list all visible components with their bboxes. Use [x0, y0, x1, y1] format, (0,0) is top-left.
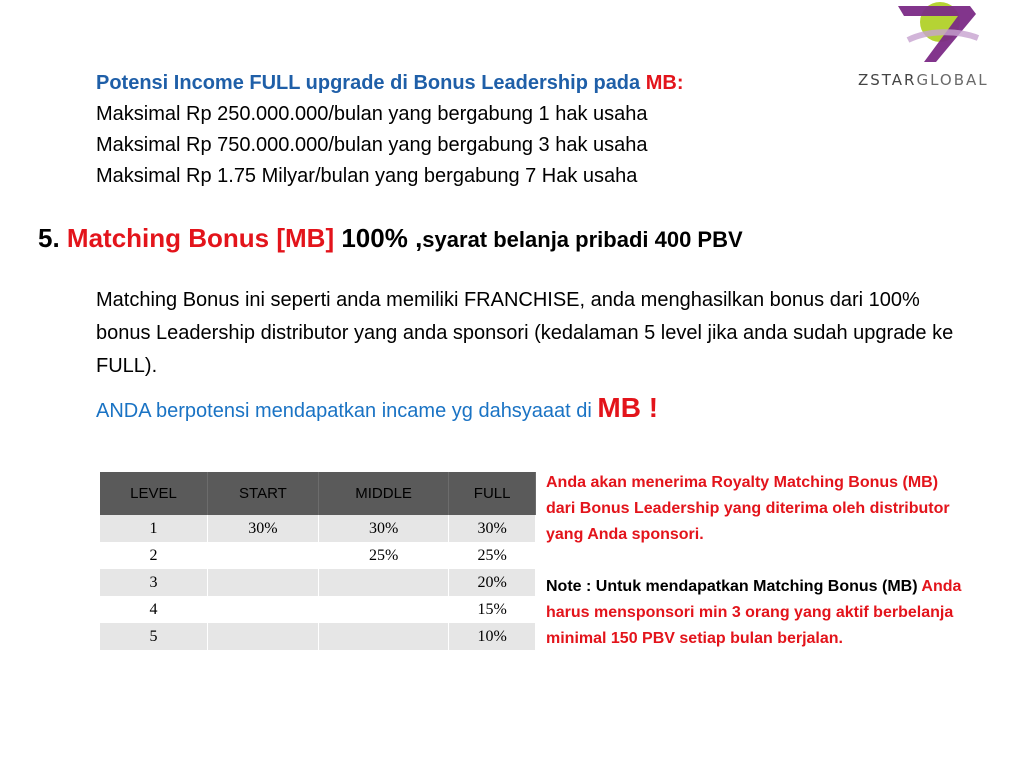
matching-bonus-table: [100, 472, 536, 650]
header-level: LEVEL: [100, 472, 207, 515]
matching-bonus-description: Matching Bonus ini seperti anda memiliki FRANCHISE, anda menghasilkan bonus dari 100% bonus Leadership distributor yang anda sponsori (kedalaman 5 level jika anda sudah upgrade ke FULL).: [96, 289, 954, 377]
section-percent: 100% ,: [341, 223, 423, 253]
table-row: [100, 542, 536, 569]
callout-mb: MB !: [597, 392, 659, 423]
table-row: [100, 569, 536, 596]
section-title: [38, 223, 743, 254]
income-line: Maksimal Rp 250.000.000/bulan yang bergabung 1 hak usaha: [96, 103, 648, 125]
table-cell: 30%: [318, 515, 448, 542]
table-cell: 2: [100, 542, 207, 569]
royalty-notes: [546, 470, 966, 652]
section-condition: syarat belanja pribadi 400 PBV: [422, 227, 743, 252]
table-cell: 25%: [449, 542, 536, 569]
header-start: START: [207, 472, 318, 515]
table-cell: 20%: [449, 569, 536, 596]
table-cell: 30%: [207, 515, 318, 542]
table-cell: [207, 596, 318, 623]
table-cell: 15%: [449, 596, 536, 623]
table-row: [100, 596, 536, 623]
table-cell: [207, 542, 318, 569]
requirement-note-red: Anda harus mensponsori min 3 orang yang aktif berbelanja minimal 150 PBV setiap bulan berjalan.: [546, 578, 962, 647]
header-full: FULL: [449, 472, 536, 515]
header-middle: MIDDLE: [318, 472, 448, 515]
income-potential-heading-mb: MB:: [645, 72, 684, 94]
requirement-note: [546, 574, 966, 652]
income-potential-block: [96, 68, 796, 192]
callout-text: ANDA berpotensi mendapatkan incame yg dahsyaaat di: [96, 400, 592, 422]
table-cell: [207, 623, 318, 650]
table-cell: 1: [100, 515, 207, 542]
table-row: [100, 623, 536, 650]
table-cell: [318, 569, 448, 596]
section-number: 5.: [38, 223, 60, 253]
section-title-text: Matching Bonus [MB]: [66, 223, 335, 253]
table-cell: 10%: [449, 623, 536, 650]
table-cell: 3: [100, 569, 207, 596]
royalty-note: Anda akan menerima Royalty Matching Bonus (MB) dari Bonus Leadership yang diterima oleh distributor yang Anda sponsori.: [546, 474, 950, 543]
zstar-global-logo-icon: [878, 0, 988, 70]
logo-text-accent: GLOBAL: [916, 71, 989, 89]
table-cell: 30%: [449, 515, 536, 542]
income-line: Maksimal Rp 1.75 Milyar/bulan yang bergabung 7 Hak usaha: [96, 165, 638, 187]
table-cell: [318, 596, 448, 623]
table-cell: 25%: [318, 542, 448, 569]
income-potential-heading: [96, 68, 796, 99]
table-cell: [318, 623, 448, 650]
income-potential-heading-text: Potensi Income FULL upgrade di Bonus Leadership pada: [96, 72, 641, 94]
logo-text-main: ZSTAR: [858, 71, 917, 89]
table-cell: 5: [100, 623, 207, 650]
company-logo: [858, 0, 1014, 96]
table-cell: [207, 569, 318, 596]
potential-callout: [96, 392, 658, 424]
table-row: [100, 515, 536, 542]
logo-wordmark: [858, 71, 1014, 89]
requirement-note-prefix: Note : Untuk mendapatkan Matching Bonus (MB): [546, 578, 918, 595]
table-header-row: [100, 472, 536, 515]
table-cell: 4: [100, 596, 207, 623]
income-line: Maksimal Rp 750.000.000/bulan yang bergabung 3 hak usaha: [96, 134, 648, 156]
